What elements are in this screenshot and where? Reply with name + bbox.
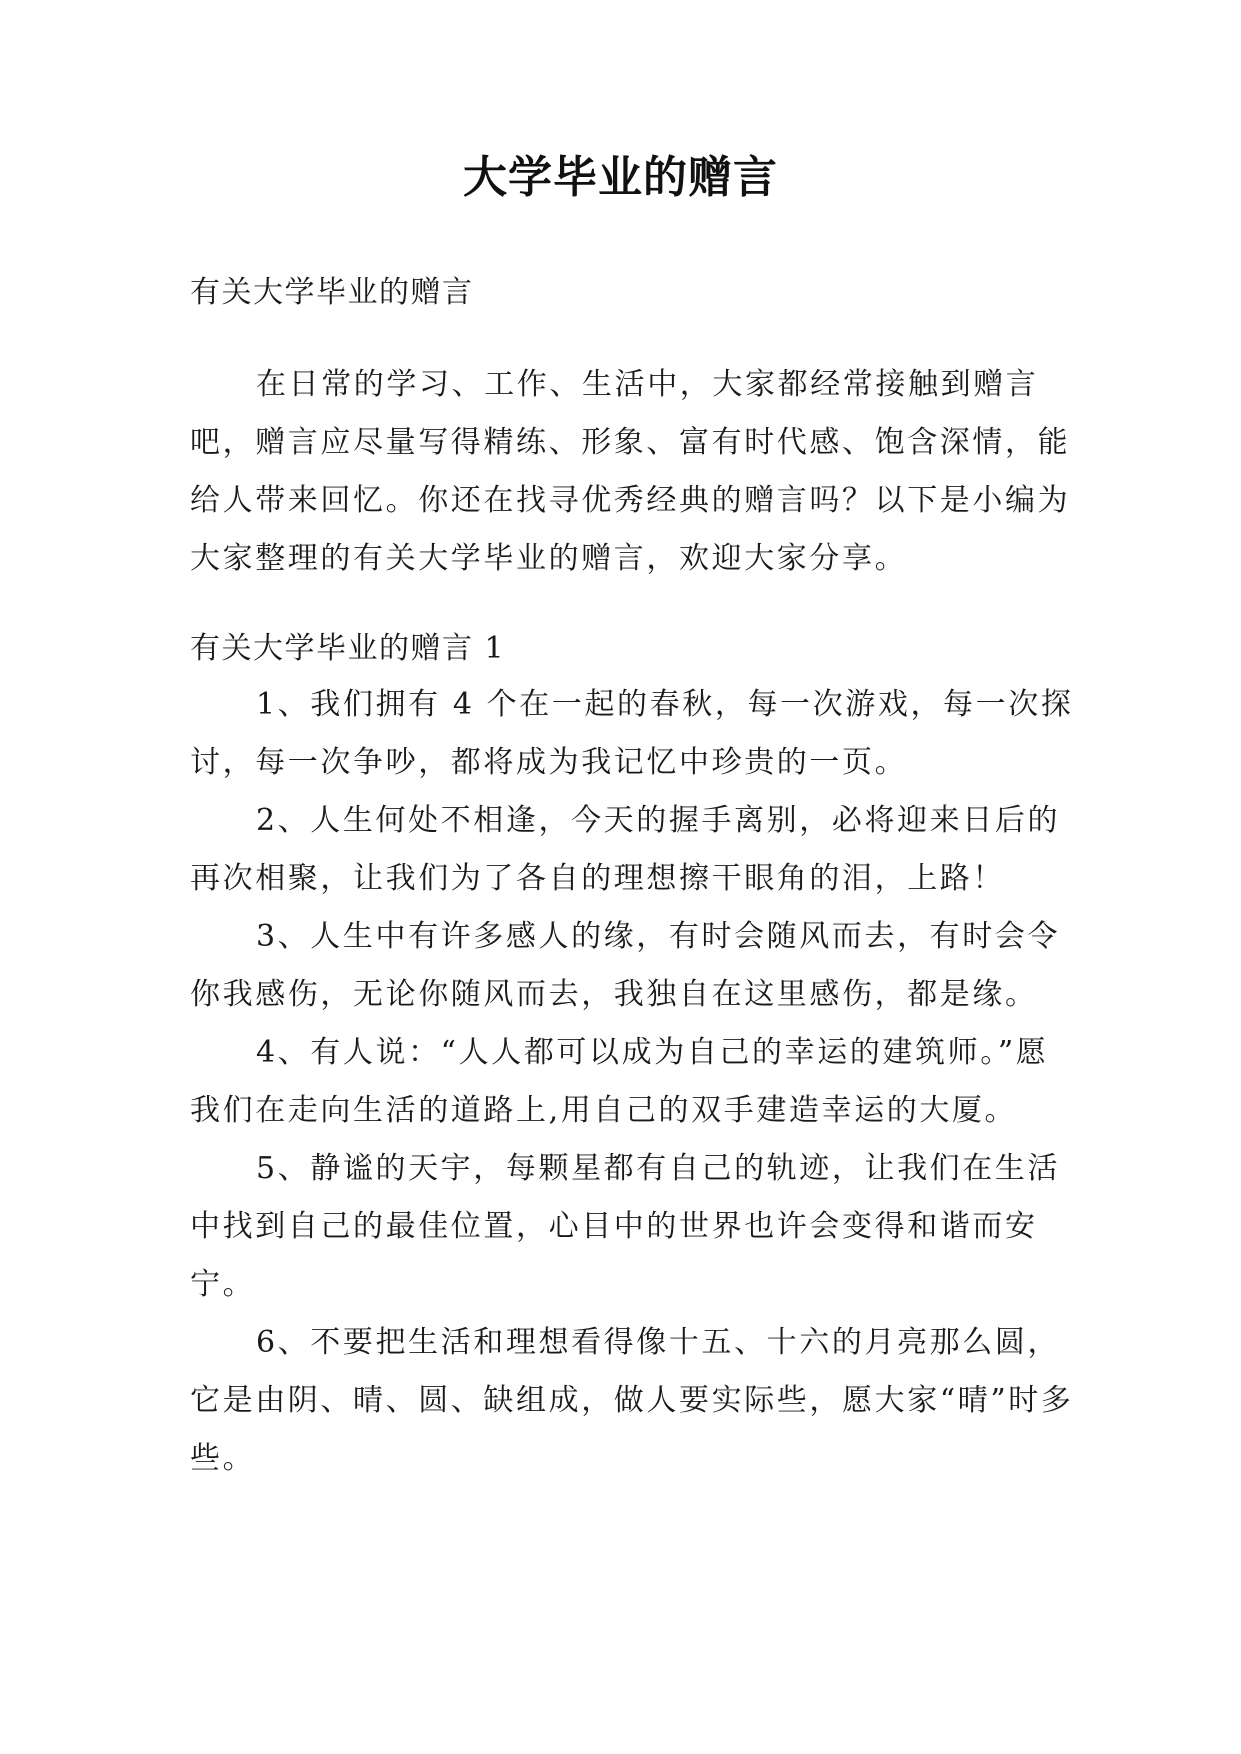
document-title: 大学毕业的赠言 [463, 152, 778, 203]
list-item: 5、静谧的天宇，每颗星都有自己的轨迹，让我们在生活中找到自己的最佳位置，心目中的世界也许会变得和谐而安宁。 [190, 1151, 1061, 1302]
section-heading: 有关大学毕业的赠言 1 [190, 631, 506, 666]
list-item: 4、有人说：“人人都可以成为自己的幸运的建筑师。”愿我们在走向生活的道路上,用自己的双手建造幸运的大厦。 [190, 1035, 1049, 1128]
items-list [190, 676, 1080, 1488]
list-item: 3、人生中有许多感人的缘，有时会随风而去，有时会令你我感伤，无论你随风而去，我独自在这里感伤，都是缘。 [190, 919, 1061, 1012]
intro-paragraph-block [190, 356, 1080, 588]
list-item: 2、人生何处不相逢，今天的握手离别，必将迎来日后的再次相聚，让我们为了各自的理想擦干眼角的泪，上路！ [190, 803, 1061, 896]
list-item: 6、不要把生活和理想看得像十五、十六的月亮那么圆，它是由阴、晴、圆、缺组成，做人要实际些，愿大家“晴”时多些。 [190, 1325, 1074, 1476]
intro-paragraph: 在日常的学习、工作、生活中，大家都经常接触到赠言吧，赠言应尽量写得精练、形象、富有时代感、饱含深情，能给人带来回忆。你还在找寻优秀经典的赠言吗？以下是小编为大家整理的有关大学毕业的赠言，欢迎大家分享。 [190, 367, 1071, 576]
list-item: 1、我们拥有 4 个在一起的春秋，每一次游戏，每一次探讨，每一次争吵，都将成为我记忆中珍贵的一页。 [190, 687, 1074, 780]
document-subtitle: 有关大学毕业的赠言 [190, 275, 474, 310]
